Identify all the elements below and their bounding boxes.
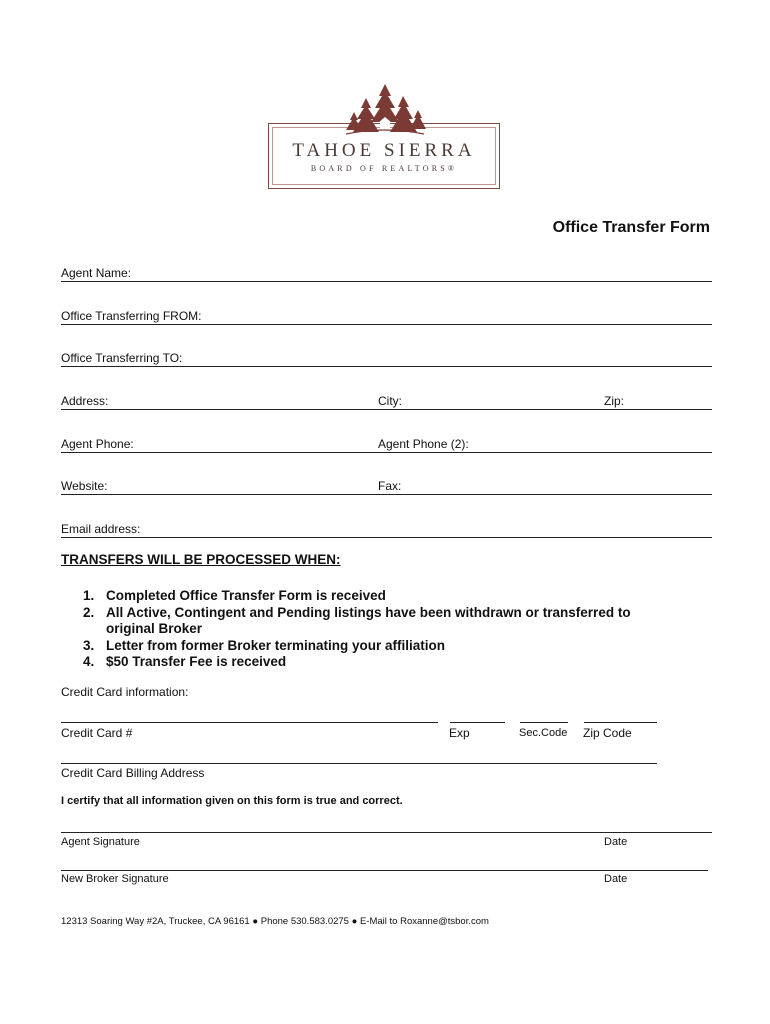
broker-signature-label: New Broker Signature xyxy=(61,873,169,885)
fax-label: Fax: xyxy=(378,479,402,493)
logo-subtitle: BOARD OF REALTORS® xyxy=(310,164,458,173)
billing-address-label: Credit Card Billing Address xyxy=(61,766,205,780)
card-number-label: Credit Card # xyxy=(61,726,133,740)
condition-item-continued: original Broker xyxy=(106,621,203,636)
condition-item: 3. Letter from former Broker terminating your affiliation xyxy=(83,637,446,653)
agent-name-field[interactable] xyxy=(61,281,712,282)
exp-label: Exp xyxy=(449,726,470,740)
conditions-heading: TRANSFERS WILL BE PROCESSED WHEN: xyxy=(61,552,341,567)
office-to-label: Office Transferring TO: xyxy=(61,351,183,365)
address-label: Address: xyxy=(61,394,109,408)
condition-list xyxy=(83,588,631,671)
pine-trees-logo-icon xyxy=(340,84,430,136)
certification-statement: I certify that all information given on this form is true and correct. xyxy=(61,795,403,807)
billing-address-field[interactable] xyxy=(61,763,657,764)
broker-date-label: Date xyxy=(604,873,628,885)
email-field[interactable] xyxy=(61,537,712,538)
condition-item: 4. $50 Transfer Fee is received xyxy=(83,654,287,669)
office-from-label: Office Transferring FROM: xyxy=(61,309,202,323)
broker-signature-field[interactable] xyxy=(61,870,708,871)
phone-field[interactable] xyxy=(61,452,712,453)
footer-contact: 12313 Soaring Way #2A, Truckee, CA 96161 ● Phone 530.583.0275 ● E-Mail to Roxanne@tsbor.com xyxy=(61,916,489,927)
zip-code-label: Zip Code xyxy=(583,726,632,740)
card-number-field[interactable] xyxy=(61,722,438,723)
agent-date-label: Date xyxy=(604,836,628,848)
office-to-field[interactable] xyxy=(61,366,712,367)
agent-signature-label: Agent Signature xyxy=(61,836,140,848)
logo-name: TAHOE SIERRA xyxy=(292,140,476,161)
email-label: Email address: xyxy=(61,522,141,536)
office-from-field[interactable] xyxy=(61,324,712,325)
zip-label: Zip: xyxy=(604,394,625,408)
exp-field[interactable] xyxy=(450,722,505,723)
agent-name-label: Agent Name: xyxy=(61,266,132,280)
condition-item: 2. All Active, Contingent and Pending listings have been withdrawn or transferred to xyxy=(83,604,631,620)
website-label: Website: xyxy=(61,479,108,493)
form-title: Office Transfer Form xyxy=(552,219,710,236)
agent-signature-field[interactable] xyxy=(61,832,712,833)
zip-code-field[interactable] xyxy=(584,722,657,723)
agent-phone-label: Agent Phone: xyxy=(61,437,134,451)
website-fax-field[interactable] xyxy=(61,494,712,495)
city-label: City: xyxy=(378,394,402,408)
condition-item: 1. Completed Office Transfer Form is received xyxy=(83,588,386,603)
agent-phone-2-label: Agent Phone (2): xyxy=(378,437,469,451)
sec-code-field[interactable] xyxy=(520,722,568,723)
address-city-zip-field[interactable] xyxy=(61,409,712,410)
credit-card-heading: Credit Card information: xyxy=(61,685,189,699)
sec-code-label: Sec.Code xyxy=(519,727,568,739)
